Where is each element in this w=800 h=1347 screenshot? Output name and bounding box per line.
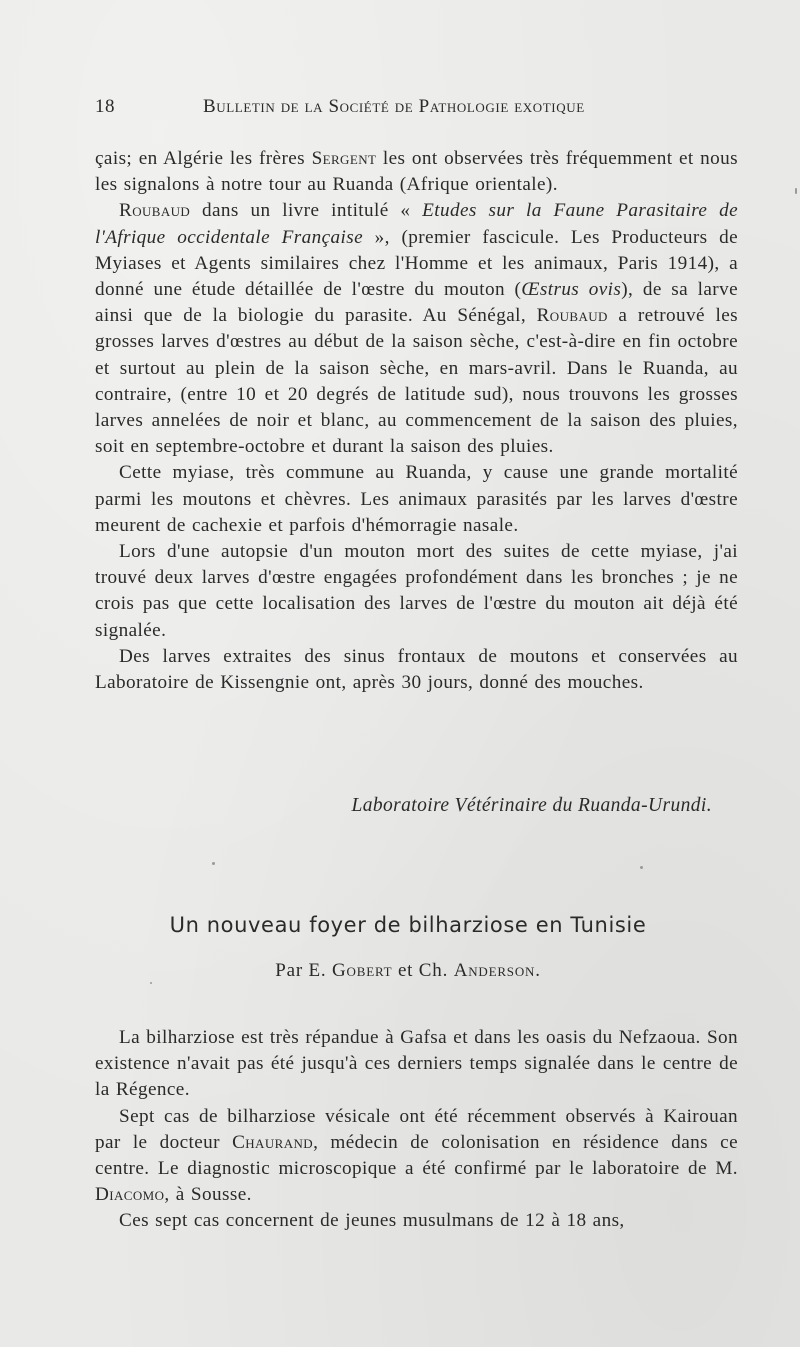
article-byline: Par E. Gobert et Ch. Anderson. xyxy=(275,960,541,981)
paragraph: Ces sept cas concernent de jeunes musulmans de 12 à 18 ans, xyxy=(119,1210,625,1232)
paragraph: La bilharziose est très répandue à Gafsa et dans les oasis du Nefzaoua. Son existence n'avait pas été jusqu'à ces derniers temps signalée dans le centre de la Régence. xyxy=(95,1027,738,1101)
paragraph: Lors d'une autopsie d'un mouton mort des suites de cette myiase, j'ai trouvé deux larves d'œstre engagées profondément dans les bronches ; je ne crois pas que cette localisation des larves de l'œstre du mouton ait déjà été signalée. xyxy=(95,541,738,641)
author-name: Roubaud xyxy=(119,200,191,222)
paper-speck xyxy=(640,866,643,869)
paragraph: çais; en Algérie les frères Sergent les ont observées très fréquemment et nous les signalons à notre tour au Ruanda (Afrique orientale). xyxy=(95,148,738,196)
article-title: Un nouveau foyer de bilharziose en Tunisie xyxy=(169,913,647,937)
running-header xyxy=(95,96,735,126)
author-name: Gobert xyxy=(332,960,393,981)
article-continuation-body xyxy=(95,146,738,696)
paper-speck xyxy=(795,188,797,194)
paragraph: Sept cas de bilharziose vésicale ont été récemment observés à Kairouan par le docteur Chaurand, médecin de colonisation en résidence dans ce centre. Le diagnostic microscopique a été confirmé par le laboratoire de M. Diacomo, à Sousse. xyxy=(95,1105,738,1206)
author-name: Diacomo xyxy=(95,1184,165,1206)
author-name: Roubaud xyxy=(536,305,608,327)
paper-speck xyxy=(212,862,215,865)
paragraph: Cette myiase, très commune au Ruanda, y cause une grande mortalité parmi les moutons et chèvres. Les animaux parasités par les larves d'œstre meurent de cachexie et parfois d'hémorragie nasale. xyxy=(95,462,738,536)
paper-speck xyxy=(150,982,152,984)
running-title: Bulletin de la Société de Pathologie exotique xyxy=(203,96,585,117)
article-body xyxy=(95,1025,738,1235)
paragraph: Des larves extraites des sinus frontaux de moutons et conservées au Laboratoire de Kissengnie ont, après 30 jours, donné des mouches. xyxy=(95,645,738,694)
paragraph: Roubaud dans un livre intitulé « Etudes sur la Faune Parasitaire de l'Afrique occidentale Française », (premier fascicule. Les Producteurs de Myiases et Agents similaires chez l'Homme et les animaux, Paris 1914), a donné une étude détaillée de l'œstre du mouton (Œstrus ovis), de sa larve ainsi que de la biologie du parasite. Au Sénégal, Roubaud a retrouvé les grosses larves d'œstres au début de la saison sèche, c'est-à-dire en fin octobre et surtout au plein de la saison sèche, en mars-avril. Dans le Ruanda, au contraire, (entre 10 et 20 degrés de latitude sud), nous trouvons les grosses larves annelées de noir et blanc, au commencement de la saison des pluies, soit en septembre-octobre et durant la saison des pluies. xyxy=(95,200,738,458)
author-name: Chaurand xyxy=(232,1131,314,1153)
author-name: Anderson xyxy=(453,960,536,981)
page-number: 18 xyxy=(95,96,115,117)
species-name: Œstrus ovis xyxy=(521,279,622,301)
author-name: Sergent xyxy=(311,148,377,169)
book-title: Etudes sur la Faune Parasitaire de l'Afrique occidentale Française xyxy=(95,200,738,248)
laboratory-signature: Laboratoire Vétérinaire du Ruanda-Urundi. xyxy=(351,795,712,816)
